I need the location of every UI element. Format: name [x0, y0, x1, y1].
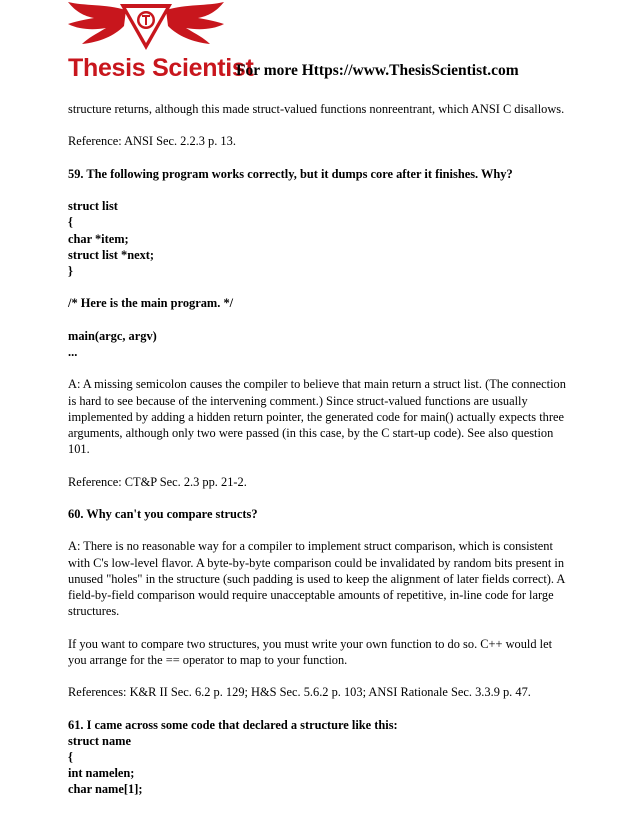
- paragraph: structure returns, although this made struct-valued functions nonreentrant, which ANSI C disallows.: [68, 102, 565, 116]
- code-line: {: [68, 749, 73, 764]
- code-line: int namelen;: [68, 766, 135, 781]
- question-61: 61. I came across some code that declared a structure like this:: [68, 717, 398, 732]
- answer-59: A: A missing semicolon causes the compiler to believe that main return a struct list. (The connection is hard to see because of the intervening comment.) Since struct-valued functions are usually implemented by adding a hidden return pointer, the generated code for main() actually expects three arguments, although only two were passed (in this case, by the C start-up code). See also question 101.: [68, 377, 566, 457]
- code-block-struct-list: [68, 198, 568, 279]
- code-line: struct list: [68, 199, 118, 214]
- answer-60-continued: If you want to compare two structures, you must write your own function to do so. C++ would let you arrange for the == operator to map to your function.: [68, 636, 553, 667]
- code-line: }: [68, 263, 73, 278]
- question-59: 59. The following program works correctly, but it dumps core after it finishes. Why?: [68, 166, 513, 181]
- code-line: ...: [68, 344, 78, 359]
- answer-60: A: There is no reasonable way for a compiler to implement struct comparison, which is consistent with C's low-level flavor. A byte-by-byte comparison could be invalidated by random bits present in unused "holes" in the structure (such padding is used to keep the alignment of later fields correct). A field-by-field comparison would require unacceptable amounts of repetitive, in-line code for large structures.: [68, 539, 565, 619]
- brand-wordmark: Thesis Scientist: [68, 54, 254, 82]
- code-line: main(argc, argv): [68, 328, 157, 343]
- reference: Reference: CT&P Sec. 2.3 pp. 21-2.: [68, 474, 247, 489]
- code-line: struct name: [68, 733, 131, 748]
- code-line: char name[1];: [68, 782, 143, 797]
- more-link[interactable]: For more Https://www.ThesisScientist.com: [236, 62, 519, 79]
- code-comment: /* Here is the main program. */: [68, 296, 234, 311]
- reference: Reference: ANSI Sec. 2.2.3 p. 13.: [68, 134, 236, 149]
- page-header: [0, 0, 638, 92]
- document-body: [68, 101, 568, 814]
- code-line: {: [68, 215, 73, 230]
- question-60: 60. Why can't you compare structs?: [68, 506, 258, 521]
- reference: References: K&R II Sec. 6.2 p. 129; H&S Sec. 5.6.2 p. 103; ANSI Rationale Sec. 3.3.9 p. 47.: [68, 685, 531, 700]
- code-line: char *item;: [68, 231, 129, 246]
- code-line: struct list *next;: [68, 247, 155, 262]
- thesis-scientist-logo-icon: [66, 0, 226, 62]
- code-block-struct-name: [68, 733, 568, 798]
- code-block-main: [68, 328, 568, 360]
